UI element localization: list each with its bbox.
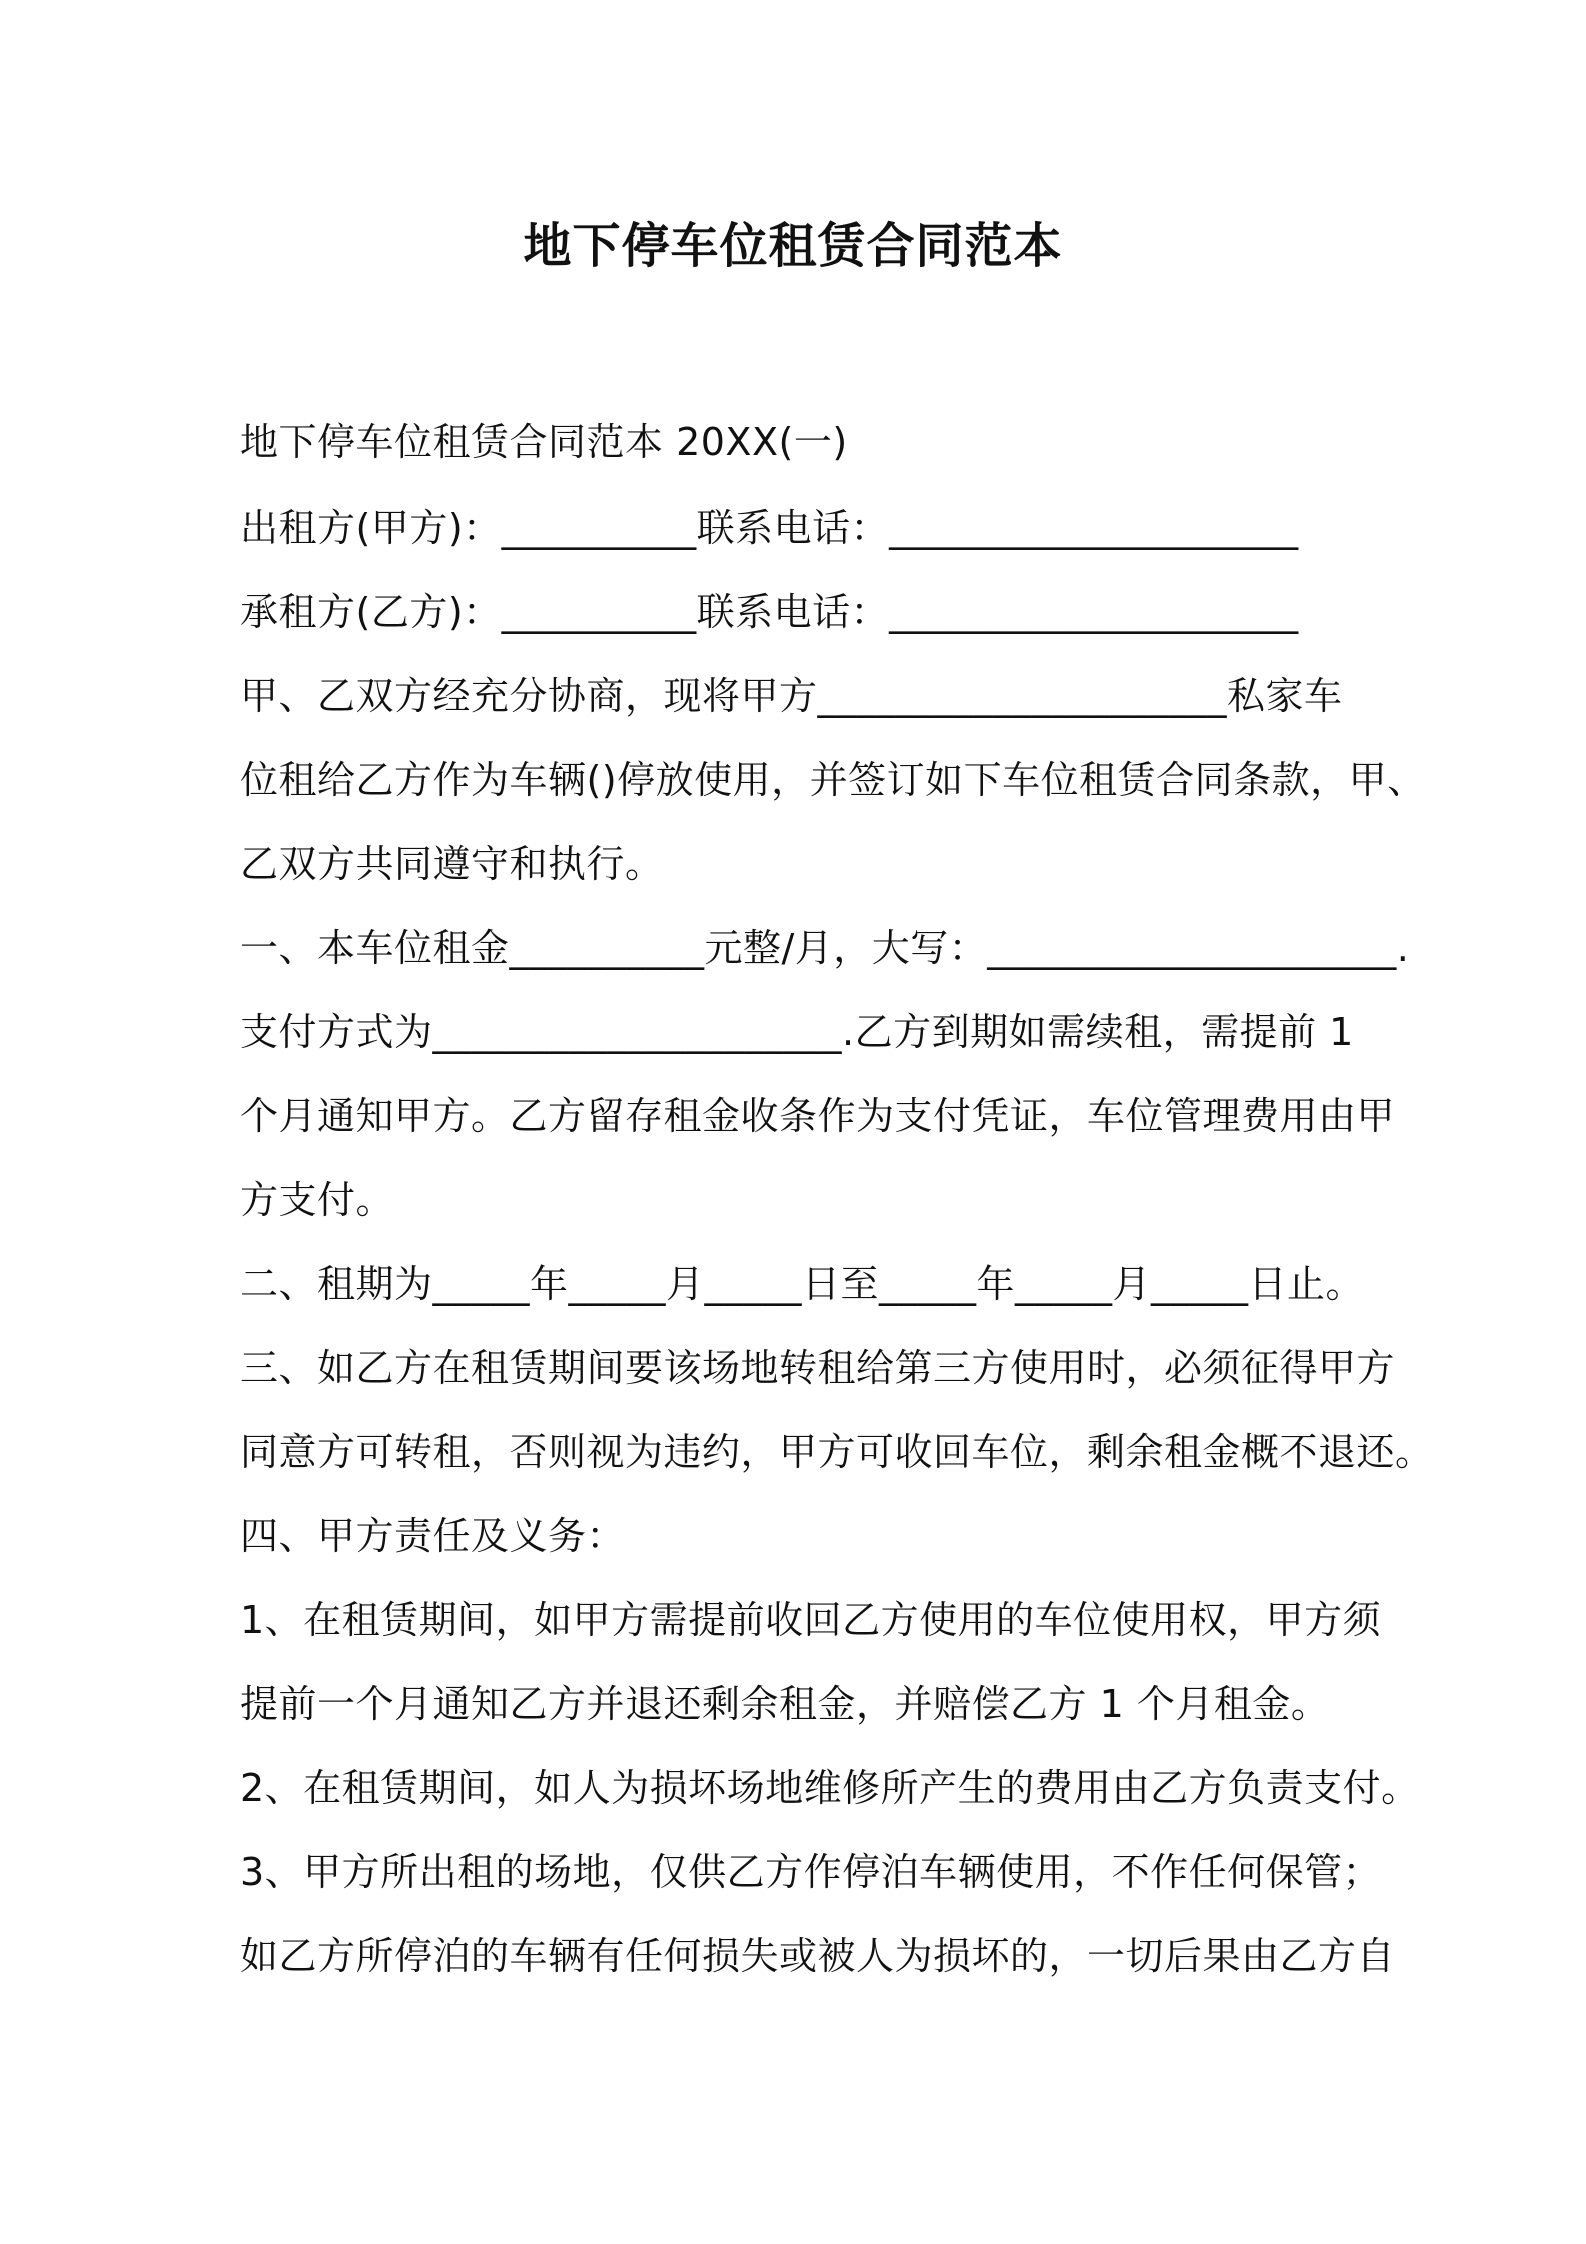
- clause-four-heading: 四、甲方责任及义务：: [240, 1514, 626, 1558]
- clause-four-item-line: 如乙方所停泊的车辆有任何损失或被人为损坏的，一切后果由乙方自: [240, 1934, 1396, 1978]
- clause-one-line: 方支付。: [240, 1178, 395, 1222]
- clause-one-line: 一、本车位租金__________元整/月，大写：_____________________.: [240, 926, 1410, 970]
- clause-three-line: 三、如乙方在租赁期间要该场地转租给第三方使用时，必须征得甲方: [240, 1346, 1396, 1390]
- clause-two-line: 二、租期为_____年_____月_____日至_____年_____月_____日止。: [240, 1262, 1365, 1306]
- lessee-line: 承租方(乙方)：__________联系电话：_____________________: [240, 590, 1299, 634]
- clause-one-line: 个月通知甲方。乙方留存租金收条作为支付凭证，车位管理费用由甲: [240, 1094, 1396, 1138]
- paragraph-line: 乙双方共同遵守和执行。: [240, 842, 664, 886]
- clause-one-line: 支付方式为_____________________.乙方到期如需续租，需提前 1: [240, 1010, 1354, 1054]
- paragraph-line: 甲、乙双方经充分协商，现将甲方_____________________私家车: [240, 674, 1343, 718]
- document-title: 地下停车位租赁合同范本: [523, 218, 1063, 274]
- clause-four-item-line: 2、在租赁期间，如人为损坏场地维修所产生的费用由乙方负责支付。: [240, 1766, 1420, 1810]
- clause-four-item-line: 1、在租赁期间，如甲方需提前收回乙方使用的车位使用权，甲方须: [240, 1598, 1382, 1642]
- clause-four-item-line: 3、甲方所出租的场地，仅供乙方作停泊车辆使用，不作任何保管；: [240, 1850, 1382, 1894]
- lessor-line: 出租方(甲方)：__________联系电话：_____________________: [240, 506, 1299, 550]
- paragraph-line: 位租给乙方作为车辆()停放使用，并签订如下车位租赁合同条款，甲、: [240, 758, 1426, 802]
- clause-three-line: 同意方可转租，否则视为违约，甲方可收回车位，剩余租金概不退还。: [240, 1430, 1434, 1474]
- clause-four-item-line: 提前一个月通知乙方并退还剩余租金，并赔偿乙方 1 个月租金。: [240, 1682, 1330, 1726]
- contract-subtitle: 地下停车位租赁合同范本 20XX(一): [240, 420, 848, 464]
